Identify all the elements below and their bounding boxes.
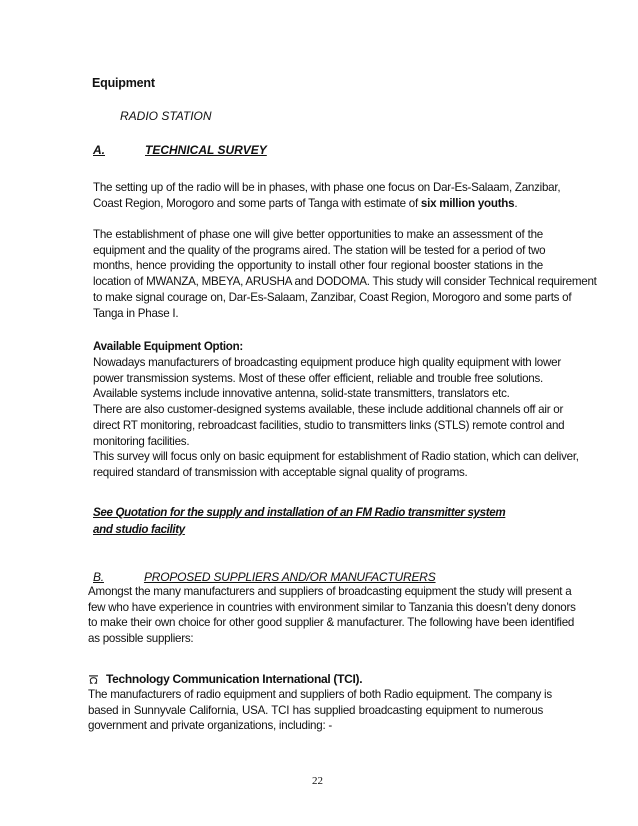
text-line: This survey will focus only on basic equipment for establishment of Radio station, which can deliver,: [93, 450, 579, 464]
section-b-heading: [93, 570, 436, 584]
subheading-radio-station: RADIO STATION: [120, 109, 212, 123]
section-heading: Equipment: [92, 76, 155, 90]
paragraph-equipment-option: [93, 355, 579, 481]
paragraph-tci: [88, 687, 552, 734]
text-line: The establishment of phase one will give better opportunities to make an assessment of the: [93, 228, 543, 241]
text-line: Amongst the many manufacturers and suppliers of broadcasting equipment the study will present a: [88, 585, 572, 598]
quotation-line: and studio facility: [93, 523, 185, 536]
text-line: Nowadays manufacturers of broadcasting equipment produce high quality equipment with lower: [93, 356, 561, 369]
section-a-title: TECHNICAL SURVEY: [145, 143, 267, 157]
supplier-name: Technology Communication International (TCI).: [106, 672, 363, 686]
text-line: direct RT monitoring, rebroadcast facilities, studio to transmitters links (STLS) remote control and: [93, 418, 565, 432]
section-b-letter: B.: [93, 570, 104, 584]
text-line: The setting up of the radio will be in phases, with phase one focus on Dar-Es-Salaam, Zanzibar,: [93, 181, 561, 194]
text-line: Tanga in Phase I.: [93, 306, 179, 320]
text-line: power transmission systems. Most of these offer efficient, reliable and trouble free solutions.: [93, 371, 543, 385]
text-line: Coast Region, Morogoro and some parts of Tanga with estimate of six million youths.: [93, 196, 518, 210]
quotation-line: See Quotation for the supply and installation of an FM Radio transmitter system: [93, 506, 506, 519]
text-line: as possible suppliers:: [88, 632, 194, 646]
section-a-heading: [93, 143, 267, 157]
page-number: 22: [312, 775, 323, 787]
omega-bullet-icon: [89, 675, 98, 684]
section-a-letter: A.: [93, 143, 105, 157]
text-line: to make their own choice for other good supplier & manufacturer. The following have been identified: [88, 616, 575, 630]
text-line: based in Sunnyvale California, USA. TCI has supplied broadcasting equipment to numerous: [88, 703, 543, 717]
text-line: government and private organizations, including: -: [88, 719, 333, 733]
section-b-title: PROPOSED SUPPLIERS AND/OR MANUFACTURERS: [143, 570, 436, 584]
text-line: few who have experience in countries with environment similar to Tanzania this doesn’t deny donors: [88, 600, 576, 614]
available-equipment-label: Available Equipment Option:: [93, 340, 243, 353]
text-line: location of MWANZA, MBEYA, ARUSHA and DODOMA. This study will consider Technical requirement: [93, 275, 597, 289]
quotation-reference: [93, 504, 505, 538]
text-line: to make signal courage on, Dar-Es-Salaam, Zanzibar, Coast Region, Morogoro and some parts of: [93, 290, 572, 304]
supplier-tci-heading: [89, 672, 362, 686]
text-line: The manufacturers of radio equipment and suppliers of both Radio equipment. The company is: [88, 688, 552, 701]
paragraph-phases: [93, 180, 561, 211]
emphasis-six-million-youths: six million youths: [420, 196, 515, 210]
paragraph-establishment: [93, 227, 597, 321]
text-line: required standard of transmission with acceptable signal quality of programs.: [93, 465, 468, 479]
text-line: Available systems include innovative antenna, solid-state transmitters, translators etc.: [93, 387, 510, 401]
text-line: There are also customer-designed systems available, these include additional channels off air or: [93, 403, 564, 417]
text-line: monitoring facilities.: [93, 434, 190, 448]
text-line: months, hence providing the opportunity to install other four regional booster stations in the: [93, 259, 543, 273]
text-line: equipment and the quality of the programs aired. The station will be tested for a period of two: [93, 243, 546, 257]
paragraph-suppliers-intro: [88, 584, 576, 647]
